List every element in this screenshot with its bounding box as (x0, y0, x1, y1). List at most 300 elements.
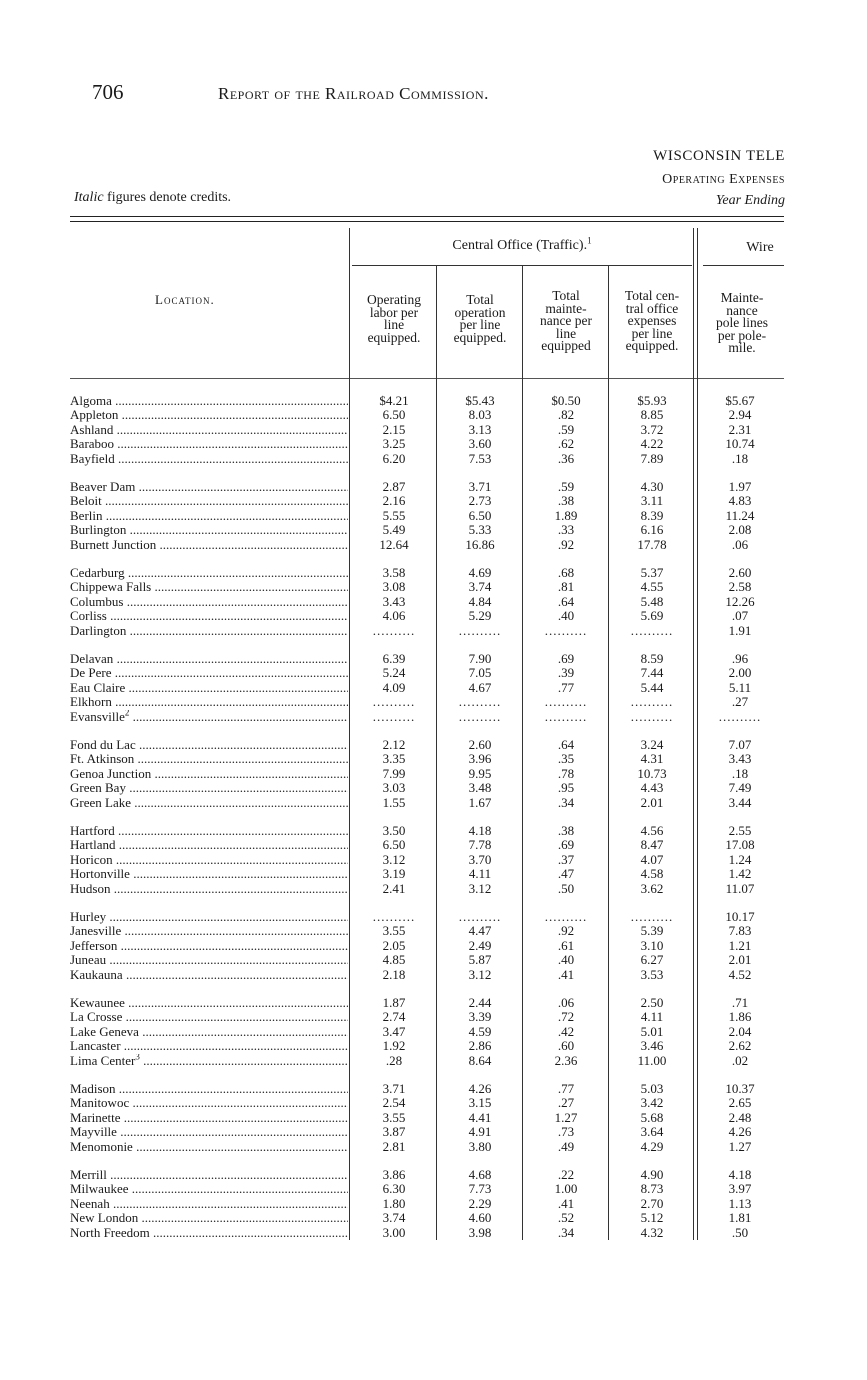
table-cell: 4.58 (640, 866, 664, 882)
table-cell: 2.29 (468, 1195, 492, 1211)
table-row (0, 1168, 867, 1182)
column-header-line: Total cen- (624, 288, 680, 303)
table-cell: 3.74 (468, 579, 492, 595)
column-header-line: tral office (625, 300, 679, 316)
location-name: Delavan ..... (70, 652, 348, 666)
table-cell: 7.90 (468, 651, 492, 666)
table-cell: .41 (557, 1195, 575, 1211)
table-cell: 2.87 (382, 479, 406, 494)
column-header (438, 294, 522, 344)
table-cell: 3.87 (382, 1124, 406, 1140)
table-cell: 3.86 (382, 1167, 406, 1182)
table-row (0, 609, 867, 623)
table-cell: 3.12 (468, 966, 492, 982)
table-cell: .......... (544, 694, 588, 710)
table-cell: .95 (557, 780, 575, 796)
table-cell: .06 (731, 536, 749, 552)
table-caption-subtitle: Operating Expenses (662, 172, 785, 187)
table-cell: 4.84 (468, 593, 492, 609)
table-row (0, 824, 867, 838)
table-cell: 3.55 (382, 923, 406, 939)
table-cell: 4.11 (468, 866, 492, 882)
table-cell: 11.24 (725, 507, 755, 523)
table-row (0, 509, 867, 523)
table-row (0, 1140, 867, 1154)
location-name: Kewaunee ..... (70, 996, 348, 1010)
table-cell: .78 (557, 765, 575, 781)
table-cell: 4.06 (382, 608, 406, 624)
table-cell: 1.89 (554, 507, 578, 523)
table-cell: .27 (557, 1095, 575, 1111)
table-row (0, 853, 867, 867)
table-cell: .82 (557, 407, 575, 423)
location-name: Lake Geneva ..... (70, 1025, 348, 1039)
location-name: Green Lake ..... (70, 796, 348, 810)
table-cell: 2.00 (728, 665, 752, 681)
table-cell: 3.70 (468, 851, 492, 867)
table-row (0, 1111, 867, 1125)
table-row (0, 1197, 867, 1211)
table-cell: 3.74 (382, 1210, 406, 1226)
location-name: Madison ..... (70, 1082, 348, 1096)
table-row (0, 494, 867, 508)
table-row (0, 1010, 867, 1024)
location-name: Menomonie ..... (70, 1140, 348, 1154)
table-cell: 5.69 (640, 608, 664, 624)
table-cell: .......... (458, 622, 502, 638)
table-row (0, 738, 867, 752)
table-cell: 2.73 (468, 493, 492, 509)
table-cell: .07 (731, 608, 749, 624)
table-cell: 3.72 (640, 421, 664, 437)
table-cell: 12.26 (725, 593, 755, 609)
table-cell: 3.39 (468, 1009, 492, 1025)
table-cell: 4.43 (640, 780, 664, 796)
table-cell: 1.81 (728, 1210, 752, 1226)
table-cell: 3.71 (382, 1081, 406, 1096)
table-cell: 6.50 (468, 507, 492, 523)
table-cell: 3.53 (640, 966, 664, 982)
table-cell: 3.24 (640, 737, 664, 752)
location-name: North Freedom ..... (70, 1226, 348, 1240)
table-row (0, 781, 867, 795)
location-name: Janesville ..... (70, 924, 348, 938)
location-name: Burlington ..... (70, 523, 348, 537)
table-cell: .......... (630, 622, 674, 638)
table-cell: .......... (544, 622, 588, 638)
table-row (0, 666, 867, 680)
table-row (0, 968, 867, 982)
credits-note-text: figures denote credits. (103, 190, 232, 205)
credits-note-italic: Italic (74, 190, 104, 205)
table-cell: .42 (557, 1023, 575, 1039)
column-header-line: nance (726, 302, 758, 318)
table-row (0, 767, 867, 781)
table-cell: .73 (557, 1124, 575, 1140)
table-cell: 4.55 (640, 579, 664, 595)
table-row (0, 523, 867, 537)
table-row (0, 939, 867, 953)
table-cell: .......... (718, 708, 762, 724)
table-cell: 3.42 (640, 1095, 664, 1111)
table-cell: 4.90 (640, 1167, 664, 1182)
table-cell: 1.97 (728, 479, 752, 494)
table-cell: 7.99 (382, 765, 406, 781)
table-cell: .41 (557, 966, 575, 982)
table-cell: 7.73 (468, 1181, 492, 1197)
table-row (0, 1226, 867, 1240)
table-row (0, 953, 867, 967)
table-cell: .......... (630, 708, 674, 724)
table-cell: 4.91 (468, 1124, 492, 1140)
table-cell: .36 (557, 450, 575, 466)
table-cell: 3.12 (468, 880, 492, 896)
table-cell: 3.80 (468, 1138, 492, 1154)
table-cell: .64 (557, 737, 575, 752)
table-row (0, 796, 867, 810)
table-cell: .......... (372, 694, 416, 710)
table-cell: .......... (630, 694, 674, 710)
column-header-line: nance per (539, 313, 593, 328)
table-cell: 3.60 (468, 436, 492, 452)
table-cell: 2.01 (640, 794, 664, 810)
table-cell: 8.85 (640, 407, 664, 423)
location-name: Lancaster ..... (70, 1039, 348, 1053)
table-cell: 2.49 (468, 937, 492, 953)
table-row (0, 408, 867, 422)
location-name: Fond du Lac ..... (70, 738, 348, 752)
table-cell: 7.78 (468, 837, 492, 853)
table-row (0, 910, 867, 924)
table-cell: .92 (557, 923, 575, 939)
table-cell: 5.68 (640, 1109, 664, 1125)
column-header-line: Mainte- (720, 290, 764, 305)
table-cell: 1.21 (728, 937, 752, 953)
table-cell: 11.07 (725, 880, 755, 896)
table-cell: 2.48 (728, 1109, 752, 1125)
table-cell: 4.22 (640, 436, 664, 452)
footnote-marker: 3 (135, 1053, 140, 1062)
top-rule-second (70, 221, 784, 222)
table-cell: 5.55 (382, 507, 406, 523)
table-cell: .06 (557, 995, 575, 1010)
table-cell: .35 (557, 751, 575, 767)
table-row (0, 838, 867, 852)
table-cell: 4.26 (468, 1081, 492, 1096)
table-cell: 1.27 (728, 1138, 752, 1154)
location-name: Beaver Dam ..... (70, 480, 348, 494)
table-cell: 4.32 (640, 1224, 664, 1240)
table-cell: .18 (731, 450, 749, 466)
table-cell: 2.60 (728, 565, 752, 580)
table-cell: 8.47 (640, 837, 664, 853)
location-name: Manitowoc ..... (70, 1096, 348, 1110)
location-name: Beloit ..... (70, 494, 348, 508)
table-cell: 5.87 (468, 952, 492, 968)
location-name: Appleton ..... (70, 408, 348, 422)
table-cell: 7.44 (640, 665, 664, 681)
table-cell: 6.50 (382, 837, 406, 853)
table-row (0, 595, 867, 609)
table-cell: .69 (557, 837, 575, 853)
location-name: De Pere ..... (70, 666, 348, 680)
table-cell: 5.01 (640, 1023, 664, 1039)
table-cell: 3.48 (468, 780, 492, 796)
location-name: Eau Claire ..... (70, 681, 348, 695)
table-cell: 3.96 (468, 751, 492, 767)
table-cell: 5.37 (640, 565, 664, 580)
table-cell: 3.43 (728, 751, 752, 767)
location-name: Jefferson ..... (70, 939, 348, 953)
column-header-line: mile. (728, 340, 756, 355)
table-cell: 3.35 (382, 751, 406, 767)
table-cell: 1.24 (728, 851, 752, 867)
table-cell: .92 (557, 536, 575, 552)
table-cell: 4.69 (468, 565, 492, 580)
location-name: Milwaukee ..... (70, 1182, 348, 1196)
table-cell: .39 (557, 665, 575, 681)
table-row (0, 437, 867, 451)
location-name: Mayville ..... (70, 1125, 348, 1139)
location-name: Juneau ..... (70, 953, 348, 967)
top-rule (70, 216, 784, 217)
table-cell: 3.12 (382, 851, 406, 867)
table-row (0, 1125, 867, 1139)
location-name: Kaukauna ..... (70, 968, 348, 982)
location-name: Green Bay ..... (70, 781, 348, 795)
table-cell: .......... (458, 694, 502, 710)
table-cell: 6.30 (382, 1181, 406, 1197)
column-header-line: pole lines (715, 315, 769, 330)
table-cell: .......... (372, 909, 416, 924)
table-cell: .27 (731, 694, 749, 710)
table-cell: 7.83 (728, 923, 752, 939)
table-cell: .......... (458, 708, 502, 724)
footnote-marker: 2 (124, 709, 130, 718)
table-cell: 4.68 (468, 1167, 492, 1182)
table-cell: 2.74 (382, 1009, 406, 1025)
location-name: Genoa Junction ..... (70, 767, 348, 781)
location-name: Hartford ..... (70, 824, 348, 838)
table-cell: 11.00 (637, 1052, 667, 1068)
table-cell: 2.41 (382, 880, 406, 896)
column-header-line: equipped. (625, 338, 679, 353)
table-cell: 2.12 (382, 737, 406, 752)
table-cell: $0.50 (551, 393, 581, 408)
column-header (700, 292, 784, 355)
table-cell: 1.92 (382, 1038, 406, 1054)
location-name: Corliss ..... (70, 609, 348, 623)
table-row (0, 1211, 867, 1225)
table-cell: 4.09 (382, 679, 406, 695)
table-cell: 3.97 (728, 1181, 752, 1197)
table-cell: .69 (557, 651, 575, 666)
table-cell: 5.44 (640, 679, 664, 695)
table-cell: 1.00 (554, 1181, 578, 1197)
table-caption-title: WISCONSIN TELE (653, 148, 785, 164)
table-row (0, 538, 867, 552)
location-name: Ft. Atkinson ..... (70, 752, 348, 766)
table-cell: .52 (557, 1210, 575, 1226)
table-cell: .49 (557, 1138, 575, 1154)
table-cell: 5.49 (382, 522, 406, 538)
location-name: Elkhorn ..... (70, 695, 348, 709)
table-cell: 7.53 (468, 450, 492, 466)
location-name: Ashland ..... (70, 423, 348, 437)
group-header-rule (703, 265, 784, 266)
table-cell: .71 (731, 995, 749, 1010)
table-cell: .......... (544, 708, 588, 724)
table-cell: $5.67 (725, 393, 755, 408)
table-cell: .72 (557, 1009, 575, 1025)
table-row (0, 394, 867, 408)
table-cell: 2.16 (382, 493, 406, 509)
table-cell: 3.00 (382, 1224, 406, 1240)
table-cell: $5.43 (465, 393, 495, 408)
column-header-line: per pole- (717, 327, 767, 343)
table-cell: 2.62 (728, 1038, 752, 1054)
table-cell: 17.78 (637, 536, 667, 552)
column-header (352, 294, 436, 344)
table-cell: .62 (557, 436, 575, 452)
table-cell: 3.11 (640, 493, 664, 509)
column-header-line: Total (466, 292, 494, 307)
table-cell: 3.43 (382, 593, 406, 609)
table-cell: .77 (557, 1081, 575, 1096)
table-cell: 3.44 (728, 794, 752, 810)
table-cell: .......... (630, 909, 674, 924)
column-header-line: labor per (369, 304, 419, 320)
table-cell: .28 (385, 1052, 403, 1068)
location-name: Baraboo ..... (70, 437, 348, 451)
table-cell: .......... (544, 909, 588, 924)
table-row (0, 1096, 867, 1110)
table-cell: .59 (557, 421, 575, 437)
table-row (0, 566, 867, 580)
column-header-line: equipped. (367, 329, 421, 345)
table-row (0, 652, 867, 666)
table-cell: 2.58 (728, 579, 752, 595)
table-cell: .38 (557, 823, 575, 838)
table-cell: 10.74 (725, 436, 755, 452)
table-cell: .34 (557, 794, 575, 810)
table-cell: $4.21 (379, 393, 409, 408)
table-cell: 2.44 (468, 995, 492, 1010)
table-cell: 4.56 (640, 823, 664, 838)
table-cell: 9.95 (468, 765, 492, 781)
table-cell: .81 (557, 579, 575, 595)
table-cell: 3.15 (468, 1095, 492, 1111)
column-header-line: per line (459, 317, 501, 332)
column-header (610, 290, 694, 353)
location-name: Darlington ..... (70, 624, 348, 638)
table-cell: 8.39 (640, 507, 664, 523)
table-cell: 3.46 (640, 1038, 664, 1054)
table-cell: 5.11 (728, 679, 752, 695)
table-cell: 2.05 (382, 937, 406, 953)
group-title-wire: Wire (746, 240, 774, 255)
table-row (0, 1039, 867, 1053)
table-row (0, 695, 867, 709)
table-cell: 2.50 (640, 995, 664, 1010)
table-cell: 4.11 (640, 1009, 664, 1025)
table-cell: .96 (731, 651, 749, 666)
table-row (0, 1082, 867, 1096)
table-cell: 3.03 (382, 780, 406, 796)
table-cell: 12.64 (379, 536, 409, 552)
table-cell: .64 (557, 593, 575, 609)
table-cell: 3.58 (382, 565, 406, 580)
location-name: Hortonville ..... (70, 867, 348, 881)
table-cell: 3.62 (640, 880, 664, 896)
column-header (524, 290, 608, 353)
table-cell: 2.31 (728, 421, 752, 437)
table-cell: 4.41 (468, 1109, 492, 1125)
table-cell: 3.08 (382, 579, 406, 595)
table-row (0, 882, 867, 896)
table-cell: 10.37 (725, 1081, 755, 1096)
location-name: Algoma ..... (70, 394, 348, 408)
table-cell: .50 (731, 1224, 749, 1240)
table-cell: 5.48 (640, 593, 664, 609)
running-head: Report of the Railroad Commission. (218, 84, 489, 103)
table-cell: .......... (372, 708, 416, 724)
footnote-marker: 1 (587, 235, 592, 246)
table-row (0, 1054, 867, 1068)
table-cell: 7.89 (640, 450, 664, 466)
table-cell: 4.85 (382, 952, 406, 968)
table-cell: .......... (372, 622, 416, 638)
table-cell: 2.60 (468, 737, 492, 752)
table-row (0, 1182, 867, 1196)
table-cell: 10.73 (637, 765, 667, 781)
table-cell: .68 (557, 565, 575, 580)
table-row (0, 1025, 867, 1039)
table-cell: .50 (557, 880, 575, 896)
table-cell: 8.64 (468, 1052, 492, 1068)
table-row (0, 681, 867, 695)
column-header-line: Total (552, 288, 580, 303)
location-name: Bayfield ..... (70, 452, 348, 466)
table-cell: .60 (557, 1038, 575, 1054)
table-cell: 2.54 (382, 1095, 406, 1111)
table-cell: 7.49 (728, 780, 752, 796)
location-name: Cedarburg ..... (70, 566, 348, 580)
table-row (0, 867, 867, 881)
table-cell: 4.07 (640, 851, 664, 867)
table-cell: 1.27 (554, 1109, 578, 1125)
table-cell: .02 (731, 1052, 749, 1068)
column-header-line: mainte- (545, 300, 587, 316)
table-cell: .40 (557, 608, 575, 624)
table-row (0, 624, 867, 638)
table-cell: 1.55 (382, 794, 406, 810)
table-cell: 4.30 (640, 479, 664, 494)
location-name: Evansville$^2$ ..... (70, 710, 348, 724)
column-header-line: line (555, 325, 577, 341)
table-cell: .40 (557, 952, 575, 968)
table-cell: 2.81 (382, 1138, 406, 1154)
table-cell: .77 (557, 679, 575, 695)
table-cell: 5.24 (382, 665, 406, 681)
table-cell: 6.20 (382, 450, 406, 466)
location-name: Columbus ..... (70, 595, 348, 609)
table-cell: 4.31 (640, 751, 664, 767)
table-cell: 5.12 (640, 1210, 664, 1226)
table-cell: 2.86 (468, 1038, 492, 1054)
table-cell: 2.65 (728, 1095, 752, 1111)
table-cell: 4.47 (468, 923, 492, 939)
